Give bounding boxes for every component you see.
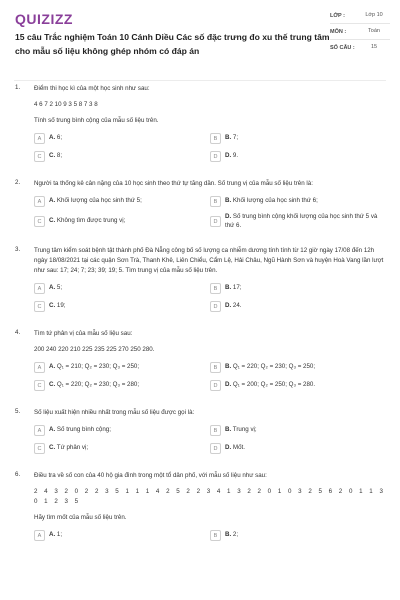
- option-value: Q₁ = 220; Q₂ = 230; Q₃ = 280;: [56, 381, 140, 389]
- option-letter-badge: B: [210, 362, 221, 373]
- question-1: [0, 84, 400, 168]
- option-value: Trung vị;: [232, 426, 257, 434]
- option-value: Q₁ = 200; Q₂ = 250; Q₃ = 280.: [232, 381, 316, 389]
- option-letter-badge: B: [210, 530, 221, 541]
- option-value: Số trung bình cộng khối lượng của học sinh thứ 5 và thứ 6.: [225, 213, 378, 229]
- option-text: [49, 152, 70, 161]
- option-text: [49, 197, 150, 206]
- option-value: 7;: [232, 134, 239, 142]
- option-text: [49, 284, 70, 293]
- option-letter-badge: D: [210, 151, 221, 162]
- option-letter-badge: C: [34, 301, 45, 312]
- answer-option-a[interactable]: [34, 132, 210, 145]
- option-letter-badge: D: [210, 216, 221, 227]
- option-letter-badge: A: [34, 133, 45, 144]
- question-number: 3.: [15, 246, 21, 253]
- option-text: [49, 531, 70, 540]
- answer-option-a[interactable]: [34, 282, 210, 295]
- option-text: [49, 217, 133, 226]
- option-value: 5;: [56, 284, 63, 292]
- option-letter-badge: D: [210, 301, 221, 312]
- meta-key: SỐ CÂU :: [330, 45, 355, 51]
- option-label: B.: [225, 284, 232, 292]
- option-letter-badge: C: [34, 151, 45, 162]
- option-letter-badge: B: [210, 133, 221, 144]
- option-label: D.: [225, 444, 232, 452]
- answer-options: [34, 424, 386, 460]
- answer-option-d[interactable]: [210, 150, 386, 163]
- answer-option-c[interactable]: [34, 150, 210, 163]
- option-text: [49, 302, 74, 311]
- option-text: [49, 134, 70, 143]
- answer-option-b[interactable]: [210, 529, 386, 542]
- answer-options: [34, 529, 386, 547]
- option-text: [49, 381, 147, 390]
- option-label: A.: [49, 284, 56, 292]
- option-label: A.: [49, 426, 56, 434]
- option-label: B.: [225, 531, 232, 539]
- answer-option-c[interactable]: [34, 442, 210, 455]
- answer-option-c[interactable]: [34, 300, 210, 313]
- answer-option-d[interactable]: [210, 300, 386, 313]
- question-number: 1.: [15, 84, 21, 91]
- option-label: C.: [49, 152, 56, 160]
- option-value: Q₁ = 220; Q₂ = 230; Q₃ = 250;: [232, 363, 316, 371]
- meta-key: MÔN :: [330, 29, 347, 35]
- question-4: [0, 329, 400, 397]
- option-value: 1;: [56, 531, 63, 539]
- question-number: 6.: [15, 471, 21, 478]
- option-text: [225, 363, 323, 372]
- worksheet-title: 15 câu Trắc nghiệm Toán 10 Cánh Diều Các số đặc trưng đo xu thế trung tâm cho mẫu số liệu không ghép nhóm có đáp án: [15, 32, 330, 56]
- question-data: 200 240 220 210 225 235 225 270 250 280.: [34, 346, 155, 353]
- answer-option-a[interactable]: [34, 529, 210, 542]
- option-value: 24.: [232, 302, 242, 310]
- option-text: [225, 426, 265, 435]
- option-value: Mốt.: [232, 444, 245, 452]
- worksheet-header: [0, 0, 400, 80]
- option-text: [225, 531, 246, 540]
- question-text: Điểm thi học kì của một học sinh như sau:: [34, 85, 150, 92]
- question-data: 2 4 3 2 0 2 2 3 5 1 1 1 4 2 5 2 2 3 4 1 3 2 2 0 1 0 3 2 5 6 2 0 1 1 3 0 1 2 3 5: [34, 488, 386, 505]
- option-letter-badge: C: [34, 443, 45, 454]
- answer-option-d[interactable]: [210, 213, 386, 230]
- question-text: Tìm tứ phân vị của mẫu số liệu sau:: [34, 330, 133, 337]
- option-text: [225, 302, 250, 311]
- meta-value: Toán: [368, 28, 380, 34]
- option-value: 6;: [56, 134, 63, 142]
- question-text: Điều tra về số con của 40 hộ gia đình trong một tổ dân phố, với mẫu số liệu như sau:: [34, 472, 267, 479]
- option-letter-badge: C: [34, 216, 45, 227]
- option-label: B.: [225, 197, 232, 205]
- option-text: [225, 444, 253, 453]
- option-label: B.: [225, 363, 232, 371]
- option-letter-badge: C: [34, 380, 45, 391]
- worksheet-meta: [330, 8, 390, 55]
- option-text: [49, 363, 147, 372]
- option-label: C.: [49, 302, 56, 310]
- option-letter-badge: A: [34, 196, 45, 207]
- answer-option-d[interactable]: [210, 379, 386, 392]
- option-label: B.: [225, 134, 232, 142]
- option-letter-badge: A: [34, 283, 45, 294]
- option-label: D.: [225, 302, 232, 310]
- option-letter-badge: D: [210, 443, 221, 454]
- meta-value: Lớp 10: [365, 12, 383, 18]
- answer-option-b[interactable]: [210, 282, 386, 295]
- option-value: 2;: [232, 531, 239, 539]
- option-letter-badge: D: [210, 380, 221, 391]
- answer-options: [34, 282, 386, 318]
- option-letter-badge: A: [34, 362, 45, 373]
- question-3: [0, 246, 400, 318]
- option-label: D.: [225, 152, 232, 160]
- question-data: 4 6 7 2 10 9 3 5 8 7 3 8: [34, 101, 98, 108]
- question-number: 2.: [15, 179, 21, 186]
- answer-option-a[interactable]: [34, 195, 210, 208]
- option-text: [225, 152, 246, 161]
- meta-row-count: [330, 40, 390, 55]
- answer-option-b[interactable]: [210, 195, 386, 208]
- option-value: Khối lượng của học sinh thứ 5;: [56, 197, 142, 205]
- question-number: 4.: [15, 329, 21, 336]
- question-text: Người ta thống kê cân nặng của 10 học sinh theo thứ tự tăng dần. Số trung vị của mẫu số liệu trên là:: [34, 180, 313, 187]
- option-label: C.: [49, 444, 56, 452]
- question-text: Số liệu xuất hiện nhiều nhất trong mẫu số liệu được gọi là:: [34, 409, 195, 416]
- answer-option-c[interactable]: [34, 379, 210, 392]
- quizizz-logo: QUIZIZZ: [15, 11, 73, 27]
- option-value: 19;: [56, 302, 66, 310]
- meta-value: 15: [370, 44, 378, 50]
- header-divider: [14, 80, 386, 81]
- question-list: [0, 84, 400, 558]
- answer-option-a[interactable]: [34, 361, 210, 374]
- meta-row-subject: [330, 24, 390, 40]
- option-label: B.: [225, 426, 232, 434]
- question-prompt: Tính số trung bình cộng của mẫu số liệu trên.: [34, 117, 159, 124]
- option-letter-badge: B: [210, 283, 221, 294]
- answer-option-a[interactable]: [34, 424, 210, 437]
- question-number: 5.: [15, 408, 21, 415]
- option-value: Q₁ = 210; Q₂ = 230; Q₃ = 250;: [56, 363, 140, 371]
- option-label: A.: [49, 134, 56, 142]
- option-letter-badge: B: [210, 196, 221, 207]
- option-text: [225, 284, 250, 293]
- question-6: [0, 471, 400, 547]
- option-value: 8;: [56, 152, 63, 160]
- question-5: [0, 408, 400, 460]
- option-letter-badge: A: [34, 530, 45, 541]
- answer-options: [34, 361, 386, 397]
- option-label: C.: [49, 217, 56, 225]
- option-value: Khối lượng của học sinh thứ 6;: [232, 197, 318, 205]
- meta-key: LỚP :: [330, 13, 345, 19]
- option-value: Tứ phân vị;: [56, 444, 89, 452]
- option-letter-badge: A: [34, 425, 45, 436]
- meta-row-class: [330, 8, 390, 24]
- option-value: 17;: [232, 284, 242, 292]
- option-label: D.: [225, 213, 232, 220]
- option-text: [225, 197, 326, 206]
- option-value: Không tìm được trung vị;: [56, 217, 126, 225]
- answer-option-c[interactable]: [34, 213, 210, 230]
- option-label: D.: [225, 381, 232, 389]
- option-text: [49, 444, 96, 453]
- answer-option-b[interactable]: [210, 132, 386, 145]
- option-text: [225, 134, 246, 143]
- question-text: Trung tâm kiểm soát bệnh tật thành phố Đà Nẵng công bố số lượng ca nhiễm dương tính tính từ 12 giờ ngày 17/08 đến 12h ngày 18/08/2021 tại các quận Sơn Trà, Thanh Khê, Liên Chiểu, Cẩm Lệ, Hải Châu, Ngũ Hành Sơn và huyện Hoà Vang lần lượt như sau: 17; 24; 7; 23; 39; 19; 5. Tìm trung vị của mẫu số liệu trên.: [34, 247, 384, 274]
- answer-options: [34, 132, 386, 168]
- option-value: Số trung bình cộng;: [56, 426, 111, 434]
- answer-option-d[interactable]: [210, 442, 386, 455]
- option-value: 9.: [232, 152, 239, 160]
- option-text: [49, 426, 119, 435]
- option-label: A.: [49, 531, 56, 539]
- answer-option-b[interactable]: [210, 424, 386, 437]
- option-text: [225, 381, 323, 390]
- option-label: A.: [49, 363, 56, 371]
- question-prompt: Hãy tìm mốt của mẫu số liệu trên.: [34, 514, 127, 521]
- question-2: [0, 179, 400, 235]
- answer-options: [34, 195, 386, 235]
- answer-option-b[interactable]: [210, 361, 386, 374]
- option-text: [225, 213, 386, 230]
- option-label: A.: [49, 197, 56, 205]
- option-label: C.: [49, 381, 56, 389]
- option-letter-badge: B: [210, 425, 221, 436]
